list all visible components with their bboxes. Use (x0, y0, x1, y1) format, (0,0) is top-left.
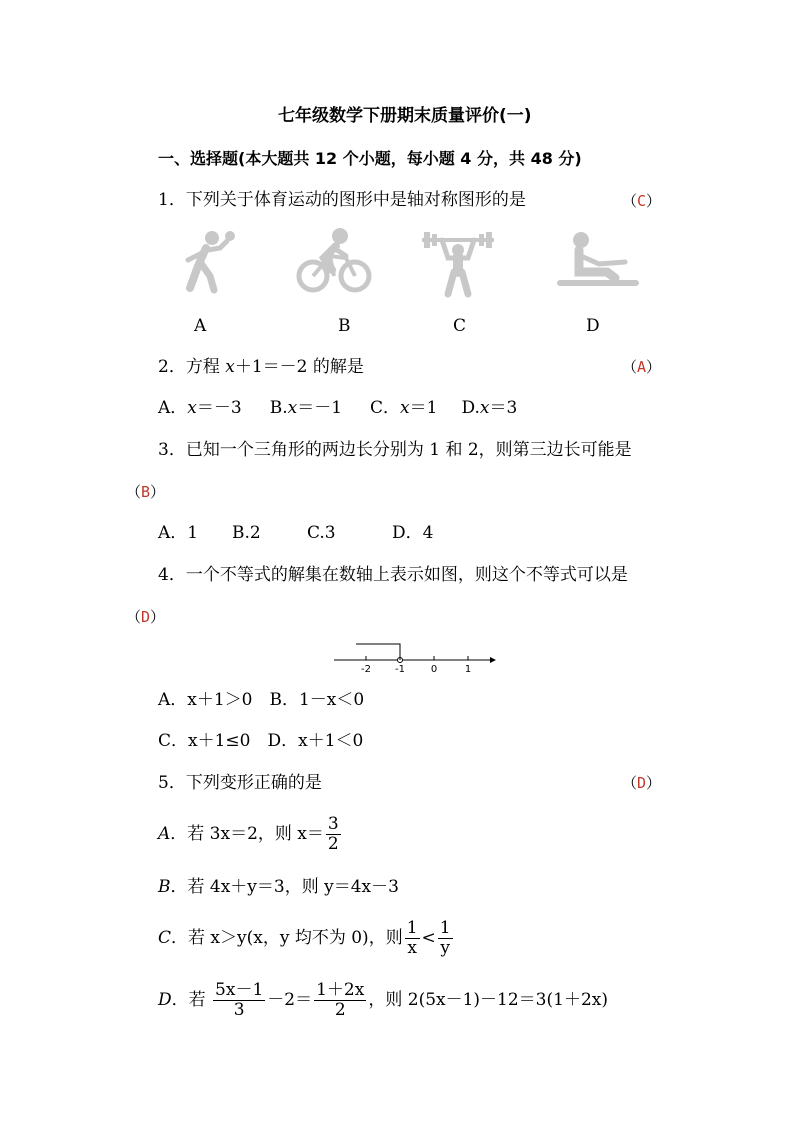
question-3-answer: （B） (126, 483, 166, 501)
question-3-option-b: B.2 (232, 523, 261, 543)
question-5-option-a: A．若 3x＝2，则 x＝ $\frac{3}{2}$ (158, 814, 339, 854)
answer-letter: B (141, 483, 151, 501)
question-4-options-row1: A．x＋1＞0 B．1－x＜0 (158, 690, 365, 710)
page-title: 七年级数学下册期末质量评价(一) (278, 106, 532, 126)
question-1-stem: 1．下列关于体育运动的图形中是轴对称图形的是 (158, 190, 526, 210)
question-3-stem: 3．已知一个三角形的两边长分别为 1 和 2，则第三边长可能是 (158, 440, 632, 460)
fraction: $\frac{3}{2}$ (327, 814, 339, 854)
option-label-d: D (586, 316, 600, 336)
number-line-tick-label: 1 (464, 664, 472, 675)
question-5-option-c: C．若 x＞y(x，y 均不为 0)，则 $\frac{1}{x}$ < $\frac{1}{y}$ (158, 918, 451, 958)
option-label-b: B (338, 316, 351, 336)
rower-icon (555, 228, 641, 292)
weightlifter-icon (420, 228, 496, 298)
fraction: $\frac{5x-1}{3}$ (215, 980, 264, 1020)
number-line-tick-label: -2 (361, 664, 371, 675)
question-4-options-row2: C．x＋1≤0 D．x＋1＜0 (158, 731, 364, 751)
answer-letter: D (141, 608, 151, 626)
fraction: $\frac{1+2x}{2}$ (316, 980, 365, 1020)
question-3-option-d: D．4 (392, 523, 434, 543)
question-5-answer: （D） (622, 774, 662, 792)
volleyball-player-icon (170, 226, 240, 296)
option-label-a: A (194, 316, 207, 336)
number-line-tick-label: 0 (430, 664, 438, 675)
option-label-c: C (453, 316, 467, 336)
question-5-option-b: B．若 4x＋y＝3，则 y＝4x－3 (158, 877, 399, 897)
cyclist-icon (294, 226, 374, 296)
answer-letter: D (637, 774, 647, 792)
answer-letter: A (637, 358, 647, 376)
question-4-answer: （D） (126, 608, 166, 626)
question-5-option-d: D．若 $\frac{5x-1}{3}$ －2＝ $\frac{1+2x}{2}$ ，则 2(5x－1)－12＝3(1＋2x) (158, 980, 608, 1020)
question-4-stem: 4．一个不等式的解集在数轴上表示如图，则这个不等式可以是 (158, 565, 628, 585)
number-line (330, 636, 500, 676)
fraction: $\frac{1}{y}$ (439, 918, 451, 958)
question-2-answer: （A） (622, 358, 662, 376)
question-3-option-a: A．1 (158, 523, 199, 543)
solution-set-bracket (356, 644, 400, 657)
question-1-answer: （C） (622, 192, 662, 210)
fraction: $\frac{1}{x}$ (406, 918, 418, 958)
answer-letter: C (637, 192, 647, 210)
question-2-stem: 2．方程 x＋1＝－2 的解是 (158, 357, 364, 377)
number-line-tick-label: -1 (395, 664, 405, 675)
number-line-arrow (490, 657, 496, 663)
question-5-stem: 5．下列变形正确的是 (158, 773, 322, 793)
question-3-option-c: C.3 (307, 523, 336, 543)
question-2-options: A．x＝－3 B.x＝－1 C．x＝1 D.x＝3 (158, 398, 518, 418)
section-heading: 一、选择题(本大题共 12 个小题，每小题 4 分，共 48 分) (158, 149, 582, 168)
